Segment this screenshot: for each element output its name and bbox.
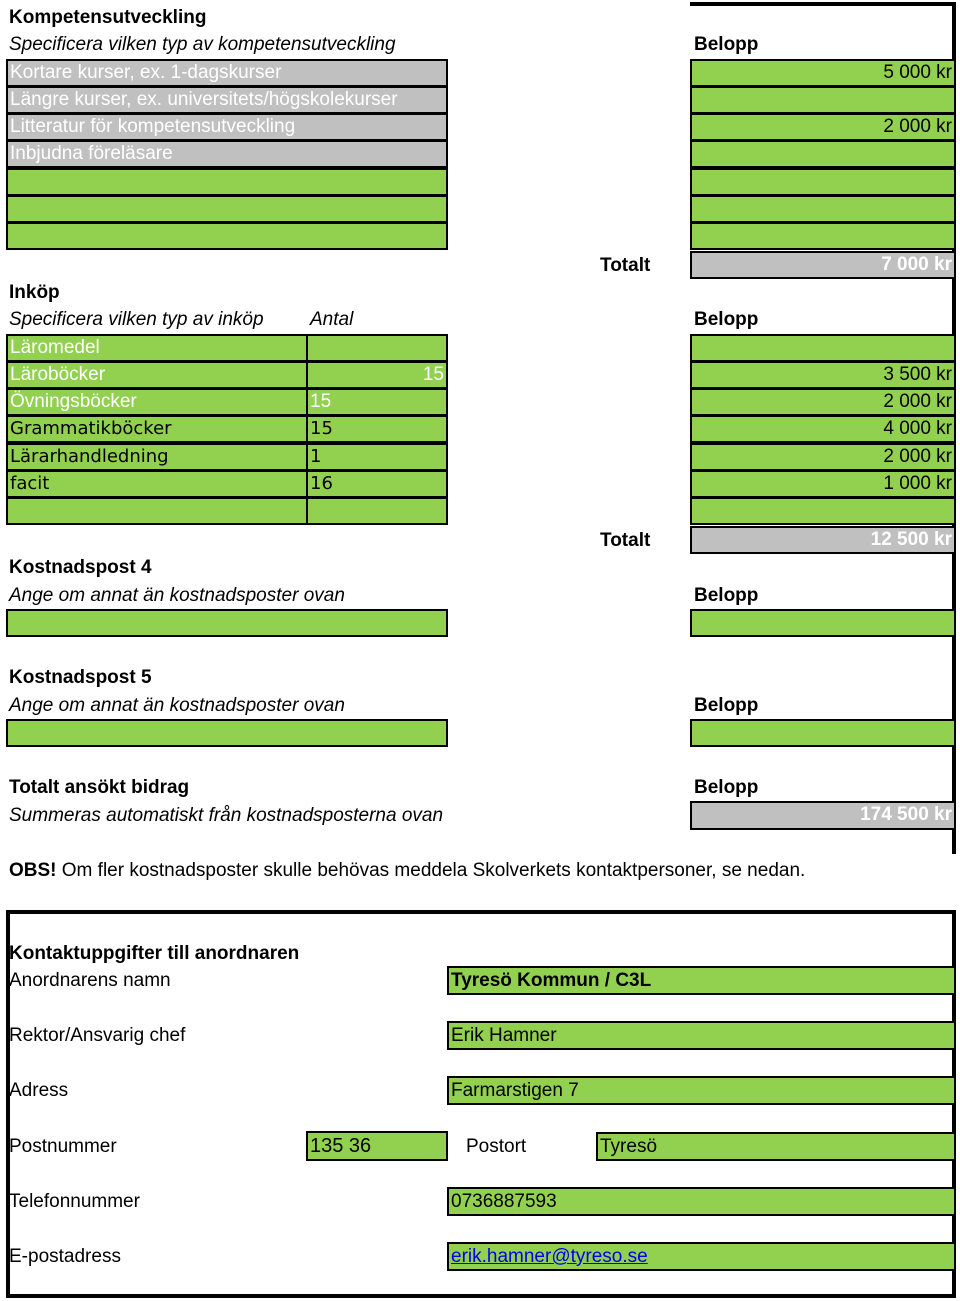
- kompetens-total: 7 000 kr: [690, 251, 956, 279]
- kompetens-item-label[interactable]: Inbjudna föreläsare: [6, 140, 448, 168]
- kompetens-item-amount[interactable]: [690, 86, 956, 114]
- postnummer-field[interactable]: 135 36: [306, 1131, 448, 1161]
- kompetens-subtitle: Specificera vilken typ av kompetensutveckling: [9, 34, 396, 55]
- inkop-total-label: Totalt: [600, 530, 651, 551]
- inkop-item-antal[interactable]: 1: [306, 443, 448, 471]
- inkop-antal-header: Antal: [310, 309, 354, 330]
- telefon-field[interactable]: 0736887593: [447, 1187, 956, 1216]
- kompetens-belopp-header: Belopp: [694, 34, 759, 55]
- kompetens-item-label[interactable]: [6, 222, 448, 250]
- postort-label: Postort: [466, 1136, 527, 1157]
- inkop-item-amount[interactable]: 1 000 kr: [690, 470, 956, 498]
- inkop-item-label[interactable]: Grammatikböcker: [6, 415, 308, 443]
- inkop-item-amount[interactable]: [690, 334, 956, 362]
- obs-text: Om fler kostnadsposter skulle behövas meddela Skolverkets kontaktpersoner, se nedan.: [56, 860, 806, 881]
- post4-subtitle: Ange om annat än kostnadsposter ovan: [9, 585, 345, 606]
- inkop-item-amount[interactable]: [690, 497, 956, 525]
- inkop-subtitle: Specificera vilken typ av inköp: [9, 309, 264, 330]
- kompetens-item-amount[interactable]: [690, 222, 956, 250]
- chef-label: Rektor/Ansvarig chef: [9, 1025, 186, 1046]
- post4-description-field[interactable]: [6, 609, 448, 637]
- adress-field[interactable]: Farmarstigen 7: [447, 1076, 956, 1105]
- inkop-item-label[interactable]: Lärarhandledning: [6, 443, 308, 471]
- inkop-item-label[interactable]: facit: [6, 470, 308, 498]
- inkop-item-amount[interactable]: 2 000 kr: [690, 443, 956, 471]
- inkop-item-label[interactable]: [6, 497, 308, 525]
- inkop-title: Inköp: [9, 282, 60, 303]
- kompetens-item-amount[interactable]: 5 000 kr: [690, 59, 956, 87]
- epost-link[interactable]: erik.hamner@tyreso.se: [451, 1246, 648, 1267]
- post4-amount-field[interactable]: [690, 609, 956, 637]
- inkop-belopp-header: Belopp: [694, 309, 759, 330]
- kontakt-bottom-border: [6, 1294, 956, 1298]
- inkop-item-amount[interactable]: 2 000 kr: [690, 388, 956, 416]
- inkop-item-label[interactable]: Läroböcker: [6, 361, 308, 389]
- obs-note: [9, 857, 805, 884]
- inkop-item-label[interactable]: Läromedel: [6, 334, 308, 362]
- inkop-total: 12 500 kr: [690, 526, 956, 554]
- kompetens-item-amount[interactable]: [690, 140, 956, 168]
- kompetens-item-label[interactable]: Kortare kurser, ex. 1-dagskurser: [6, 59, 448, 87]
- inkop-item-antal[interactable]: [306, 497, 448, 525]
- post4-belopp-header: Belopp: [694, 585, 759, 606]
- epost-label: E-postadress: [9, 1246, 121, 1267]
- inkop-item-label[interactable]: Övningsböcker: [6, 388, 308, 416]
- kompetens-item-label[interactable]: Längre kurser, ex. universitets/högskolekurser: [6, 86, 448, 114]
- total-bidrag-subtitle: Summeras automatiskt från kostnadsposterna ovan: [9, 805, 444, 826]
- kompetens-item-amount[interactable]: [690, 168, 956, 196]
- namn-field[interactable]: Tyresö Kommun / C3L: [447, 966, 956, 995]
- inkop-item-antal[interactable]: 15: [306, 388, 448, 416]
- inkop-item-antal[interactable]: 15: [306, 361, 448, 389]
- total-bidrag-title: Totalt ansökt bidrag: [9, 777, 190, 798]
- kompetens-item-amount[interactable]: 2 000 kr: [690, 113, 956, 141]
- kompetens-item-amount[interactable]: [690, 195, 956, 223]
- inkop-item-amount[interactable]: 4 000 kr: [690, 415, 956, 443]
- adress-label: Adress: [9, 1080, 69, 1101]
- post4-title: Kostnadspost 4: [9, 557, 152, 578]
- inkop-item-antal[interactable]: [306, 334, 448, 362]
- obs-label: OBS!: [9, 860, 57, 881]
- inkop-item-amount[interactable]: 3 500 kr: [690, 361, 956, 389]
- inkop-item-antal[interactable]: 15: [306, 415, 448, 443]
- kontakt-title: Kontaktuppgifter till anordnaren: [9, 943, 300, 964]
- kompetens-title: Kompetensutveckling: [9, 7, 207, 28]
- post5-belopp-header: Belopp: [694, 695, 759, 716]
- post5-amount-field[interactable]: [690, 719, 956, 747]
- kompetens-item-label[interactable]: [6, 168, 448, 196]
- kompetens-item-label[interactable]: [6, 195, 448, 223]
- kontakt-top-border: [6, 910, 956, 914]
- inkop-item-antal[interactable]: 16: [306, 470, 448, 498]
- total-bidrag-amount: 174 500 kr: [690, 801, 956, 830]
- telefon-label: Telefonnummer: [9, 1191, 140, 1212]
- kompetens-item-label[interactable]: Litteratur för kompetensutveckling: [6, 113, 448, 141]
- namn-label: Anordnarens namn: [9, 970, 171, 991]
- post5-title: Kostnadspost 5: [9, 667, 152, 688]
- postnummer-label: Postnummer: [9, 1136, 117, 1157]
- top-border: [690, 2, 956, 6]
- kompetens-total-label: Totalt: [600, 255, 651, 276]
- post5-subtitle: Ange om annat än kostnadsposter ovan: [9, 695, 345, 716]
- post5-description-field[interactable]: [6, 719, 448, 747]
- postort-field[interactable]: Tyresö: [596, 1132, 956, 1161]
- total-bidrag-belopp-header: Belopp: [694, 777, 759, 798]
- epost-field[interactable]: [447, 1242, 956, 1271]
- chef-field[interactable]: Erik Hamner: [447, 1021, 956, 1050]
